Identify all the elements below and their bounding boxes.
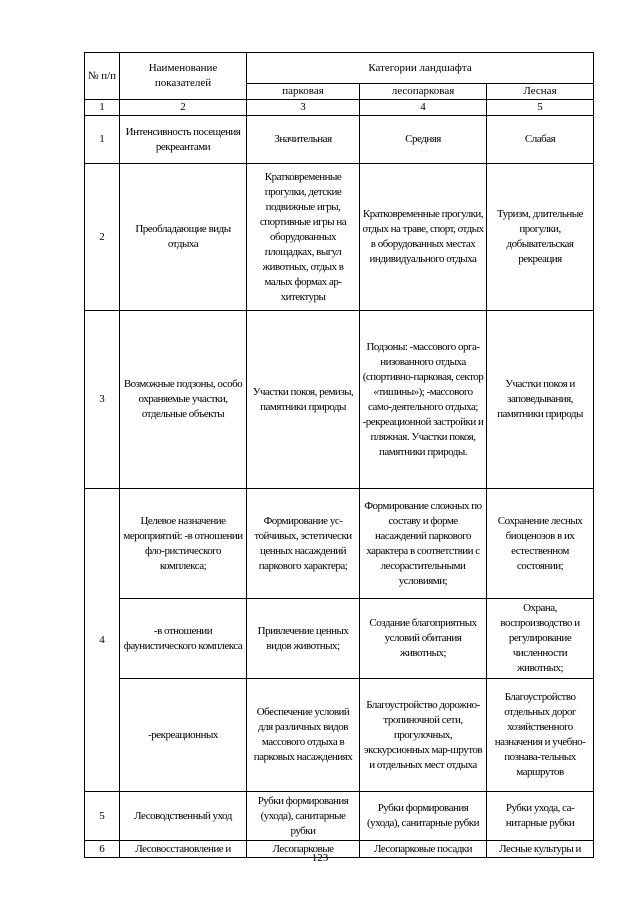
table-row xyxy=(85,679,594,792)
header-forest: Лесная xyxy=(487,84,594,100)
cell-forest: Лесные культуры и xyxy=(487,841,594,858)
page-number: 123 xyxy=(311,852,329,864)
cell-forestpark: Лесопарковые посадки xyxy=(360,841,487,858)
cell-forestpark: Создание благоприятных условий обитания животных; xyxy=(360,599,487,679)
cell-forestpark: Подзоны: -массового орга-низованного отдыха (спортивно-парковая, сектор «тишины»); -массового само-деятельного отдыха; -рекреационной застройки и пляжная. Участки покоя, памятники природы. xyxy=(360,311,487,489)
cell-forestpark: Формирование сложных по составу и форме насаждений паркового характера в соответствии с лесорастительными условиями; xyxy=(360,489,487,599)
cell-park: Участки покоя, ремизы, памятники природы xyxy=(247,311,360,489)
row-number: 6 xyxy=(85,841,120,858)
cell-forest: Слабая xyxy=(487,116,594,164)
row-indicator: -рекреационных xyxy=(120,679,247,792)
cell-forest: Благоустройство отдельных дорог хозяйственного назначения и учебно-познава-тельных маршрутов xyxy=(487,679,594,792)
cell-forestpark: Кратковременные прогулки, отдых на траве, спорт, отдых в оборудованных местах индивидуального отдыха xyxy=(360,164,487,311)
table-row xyxy=(85,311,594,489)
cell-forest: Охрана, воспроизводство и регулирование численности животных; xyxy=(487,599,594,679)
colnum-4: 4 xyxy=(360,100,487,116)
row-number: 2 xyxy=(85,164,120,311)
cell-park: Формирование ус-тойчивых, эстетически ценных насаждений паркового характера; xyxy=(247,489,360,599)
row-indicator: Лесовосстановление и xyxy=(120,841,247,858)
row-number: 4 xyxy=(85,489,120,792)
row-indicator: Лесоводственный уход xyxy=(120,792,247,841)
header-row xyxy=(85,53,594,84)
colnum-3: 3 xyxy=(247,100,360,116)
row-indicator: Интенсивность посещения рекреантами xyxy=(120,116,247,164)
table-row xyxy=(85,164,594,311)
table-row xyxy=(85,792,594,841)
row-indicator: Целевое назначение мероприятий: -в отношении фло-ристического комплекса; xyxy=(120,489,247,599)
row-number: 5 xyxy=(85,792,120,841)
table-row xyxy=(85,599,594,679)
cell-forest: Туризм, длительные прогулки, добывательская рекреация xyxy=(487,164,594,311)
cell-park: Рубки формирования (ухода), санитарные рубки xyxy=(247,792,360,841)
header-categories: Категории ландшафта xyxy=(247,53,594,84)
row-indicator: -в отношении фаунистического комплекса xyxy=(120,599,247,679)
row-number: 1 xyxy=(85,116,120,164)
header-park: парковая xyxy=(247,84,360,100)
table-row xyxy=(85,489,594,599)
cell-forestpark: Благоустройство дорожно-тропиночной сети, прогулочных, экскурсионных мар-шрутов и отдельных мест отдыха xyxy=(360,679,487,792)
header-forestpark: лесопарковая xyxy=(360,84,487,100)
table-row xyxy=(85,116,594,164)
row-indicator: Преобладающие виды отдыха xyxy=(120,164,247,311)
colnum-5: 5 xyxy=(487,100,594,116)
cell-park: Кратковременные прогулки, детские подвижные игры, спортивные игры на оборудованных площадках, выгул животных, отдых в малых формах ар-хитектуры xyxy=(247,164,360,311)
cell-forest: Сохранение лесных биоценозов в их естественном состоянии; xyxy=(487,489,594,599)
colnum-1: 1 xyxy=(85,100,120,116)
cell-park: Привлечение ценных видов животных; xyxy=(247,599,360,679)
cell-forestpark: Рубки формирования (ухода), санитарные рубки xyxy=(360,792,487,841)
cell-park: Значительная xyxy=(247,116,360,164)
cell-park: Обеспечение условий для различных видов массового отдыха в парковых насаждениях xyxy=(247,679,360,792)
landscape-categories-table xyxy=(84,52,594,858)
header-num: № п/п xyxy=(85,53,120,100)
cell-forestpark: Средняя xyxy=(360,116,487,164)
colnum-2: 2 xyxy=(120,100,247,116)
cell-forest: Участки покоя и заповедывания, памятники природы xyxy=(487,311,594,489)
row-number: 3 xyxy=(85,311,120,489)
header-name: Наименование показателей xyxy=(120,53,247,100)
row-indicator: Возможные подзоны, особо охраняемые участки, отдельные объекты xyxy=(120,311,247,489)
cell-park: Лесопарковые xyxy=(247,841,360,858)
cell-forest: Рубки ухода, са-нитарные рубки xyxy=(487,792,594,841)
column-numbers-row xyxy=(85,100,594,116)
